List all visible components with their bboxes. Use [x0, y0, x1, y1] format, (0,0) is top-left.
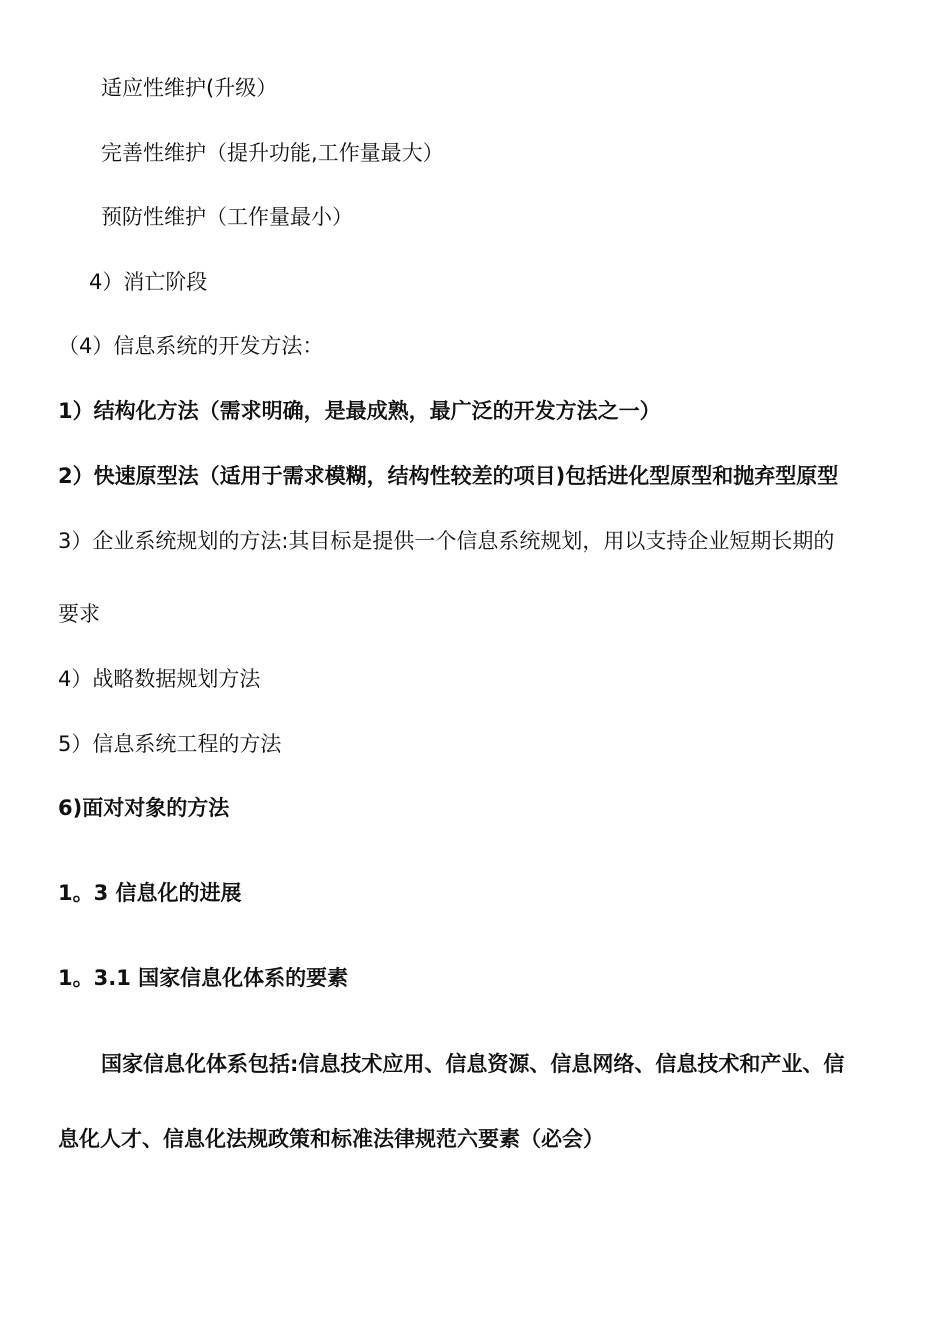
text-line-structured-method: 1）结构化方法（需求明确，是最成熟，最广泛的开发方法之一） [58, 399, 661, 423]
paragraph-national-info-system-cont: 息化人才、信息化法规政策和标准法律规范六要素（必会） [58, 1127, 604, 1151]
text-line-is-engineering: 5）信息系统工程的方法 [58, 732, 282, 756]
text-line-enterprise-planning: 3）企业系统规划的方法:其目标是提供一个信息系统规划，用以支持企业短期长期的 [58, 529, 835, 553]
section-heading-1-3-1: 1。3.1 国家信息化体系的要素 [58, 966, 349, 990]
text-line-object-oriented: 6)面对对象的方法 [58, 796, 230, 820]
text-line-rapid-prototyping: 2）快速原型法（适用于需求模糊，结构性较差的项目)包括进化型原型和抛弃型原型 [58, 464, 839, 488]
text-line-enterprise-planning-cont: 要求 [58, 602, 100, 626]
section-heading-1-3: 1。3 信息化的进展 [58, 881, 242, 905]
text-line-adaptive-maintenance: 适应性维护(升级） [101, 76, 278, 100]
text-line-perfective-maintenance: 完善性维护（提升功能,工作量最大） [101, 141, 444, 165]
text-line-retirement-stage: 4）消亡阶段 [89, 270, 208, 294]
text-line-preventive-maintenance: 预防性维护（工作量最小） [101, 205, 353, 229]
paragraph-national-info-system: 国家信息化体系包括:信息技术应用、信息资源、信息网络、信息技术和产业、信 [101, 1052, 845, 1076]
text-line-strategic-data-planning: 4）战略数据规划方法 [58, 667, 261, 691]
text-line-dev-methods-heading: （4）信息系统的开发方法： [58, 334, 324, 358]
